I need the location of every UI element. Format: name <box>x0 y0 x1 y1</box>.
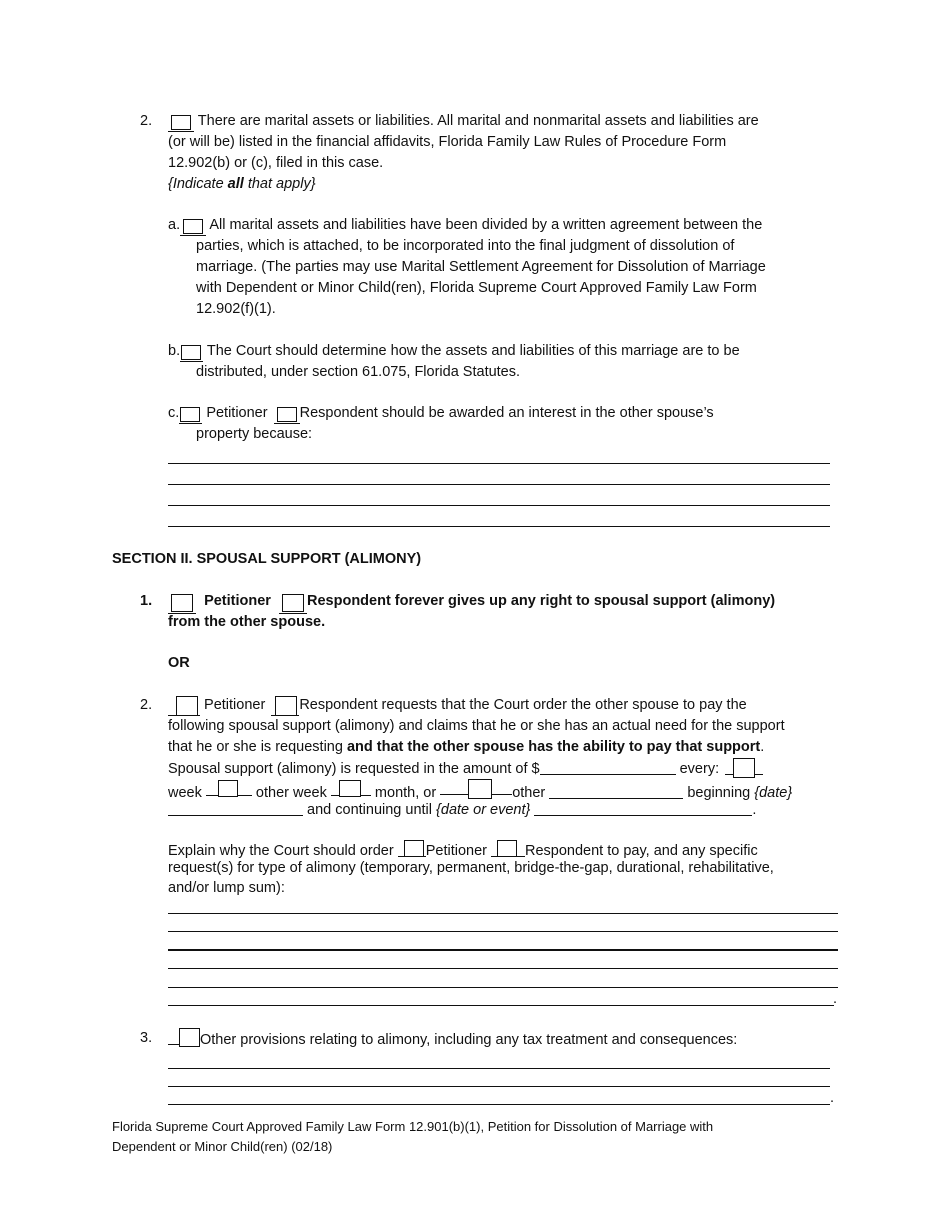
option-b-label: b. <box>168 343 181 359</box>
item3-text: Other provisions relating to alimony, including any tax treatment and consequences: <box>200 1032 738 1048</box>
option-b-line1: The Court should determine how the assets and liabilities of this marriage are to be <box>206 343 740 359</box>
week-checkbox[interactable] <box>733 758 755 778</box>
option-c-petitioner-label: Petitioner <box>206 405 268 421</box>
provisions-line-2[interactable] <box>168 1086 830 1087</box>
explain-line-1[interactable] <box>168 913 838 914</box>
reason-line-1[interactable] <box>168 463 830 464</box>
item1-number: 1. <box>140 593 153 609</box>
option-a-row <box>168 215 762 236</box>
reason-line-2[interactable] <box>168 484 830 485</box>
explain-respondent-wrap <box>491 840 525 857</box>
item1-line2: from the other spouse. <box>168 614 326 630</box>
explain-line-2[interactable] <box>168 931 838 932</box>
assets-text-line1: There are marital assets or liabilities. All marital and nonmarital assets and liabilities are <box>197 113 759 129</box>
other-label: other <box>512 785 546 801</box>
explain-label: Explain why the Court should order <box>168 843 394 859</box>
item2-row <box>168 695 747 716</box>
indicate-pre: {Indicate <box>168 176 228 192</box>
explain-line3: and/or lump sum): <box>168 880 285 896</box>
option-c-line2: property because: <box>196 426 313 442</box>
section-heading: SECTION II. SPOUSAL SUPPORT (ALIMONY) <box>112 551 422 567</box>
explain-end-period: . <box>833 991 838 1007</box>
footer-line2: Dependent or Minor Child(ren) (02/18) <box>112 1139 333 1154</box>
item2-respondent-wrap <box>271 696 299 716</box>
explain-line-3[interactable] <box>168 949 838 951</box>
reason-line-4[interactable] <box>168 526 830 527</box>
item2-line3-bold: and that the other spouse has the ability to pay that support <box>346 739 761 755</box>
other-field[interactable] <box>549 783 683 799</box>
item2-respondent-label: Respondent requests that the Court order the other spouse to pay the <box>299 697 747 713</box>
option-c-respondent-label: Respondent should be awarded an interest in the other spouse’s <box>299 405 714 421</box>
or-label: OR <box>168 655 190 671</box>
other-week-checkbox[interactable] <box>218 780 238 797</box>
option-a-line1: All marital assets and liabilities have been divided by a written agreement between the <box>209 217 763 233</box>
reason-line-3[interactable] <box>168 505 830 506</box>
continuing-period: . <box>752 802 757 818</box>
item1-petitioner-checkbox[interactable] <box>171 594 193 612</box>
option-a-line2: parties, which is attached, to be incorporated into the final judgment of dissolution of <box>196 238 735 254</box>
option-c-respondent-checkbox[interactable] <box>277 407 297 422</box>
option-b-line2: distributed, under section 61.075, Florida Statutes. <box>196 364 521 380</box>
indicate-post: that apply} <box>243 176 316 192</box>
amount-label: Spousal support (alimony) is requested in the amount of $ <box>168 761 540 777</box>
option-a-line4: with Dependent or Minor Child(ren), Florida Supreme Court Approved Family Law Form <box>196 280 757 296</box>
provisions-end-period: . <box>830 1090 835 1106</box>
assets-item-row <box>168 111 759 132</box>
explain-line-6[interactable] <box>168 1005 834 1006</box>
explain-respondent-label: Respondent to pay, and any specific <box>525 843 758 859</box>
date-event-hint: {date or event} <box>436 802 531 818</box>
option-b-checkbox-wrap <box>180 344 203 362</box>
item1-petitioner-wrap <box>168 594 196 614</box>
option-c-petitioner-wrap <box>179 406 202 424</box>
option-c-label: c. <box>168 405 180 421</box>
explain-line-4[interactable] <box>168 968 838 969</box>
continuing-label: and continuing until <box>307 802 432 818</box>
item1-respondent-wrap <box>279 594 307 614</box>
explain-line2: request(s) for type of alimony (temporary, permanent, bridge-the-gap, durational, rehabilitative, <box>168 860 774 876</box>
indicate-note <box>168 174 316 195</box>
item2-line3-post: . <box>760 739 765 755</box>
assets-text-line3: 12.902(b) or (c), filed in this case. <box>168 155 384 171</box>
item2-amount-row <box>168 758 763 780</box>
item3-number: 3. <box>140 1030 153 1046</box>
option-c-respondent-wrap <box>274 406 300 424</box>
week-label: week <box>168 785 202 801</box>
month-checkbox[interactable] <box>339 780 361 797</box>
item2-line3-pre: that he or she is requesting <box>168 739 347 755</box>
footer-line1: Florida Supreme Court Approved Family Law Form 12.901(b)(1), Petition for Dissolution of Marriage with <box>112 1119 714 1134</box>
item2-respondent-checkbox[interactable] <box>275 696 297 716</box>
assets-checkbox[interactable] <box>171 115 191 130</box>
month-wrap <box>331 780 371 796</box>
provisions-line-3[interactable] <box>168 1104 830 1105</box>
option-a-checkbox[interactable] <box>183 219 203 234</box>
option-a-line5: 12.902(f)(1). <box>196 301 276 317</box>
option-c-petitioner-checkbox[interactable] <box>180 407 200 422</box>
explain-petitioner-checkbox[interactable] <box>404 840 424 857</box>
item1-respondent-checkbox[interactable] <box>282 594 304 612</box>
item3-checkbox[interactable] <box>179 1028 200 1047</box>
provisions-line-1[interactable] <box>168 1068 830 1069</box>
beginning-label: beginning <box>687 785 751 801</box>
item2-petitioner-checkbox[interactable] <box>176 696 198 716</box>
option-a-line3: marriage. (The parties may use Marital Settlement Agreement for Dissolution of Marriage <box>196 259 766 275</box>
every-week-wrap <box>725 758 763 775</box>
item3-checkbox-wrap <box>168 1028 200 1045</box>
amount-field[interactable] <box>540 759 676 775</box>
item1-petitioner-label: Petitioner <box>204 593 271 609</box>
explain-line-5[interactable] <box>168 987 838 988</box>
date-hint: {date} <box>754 785 793 801</box>
assets-checkbox-wrap <box>168 114 194 132</box>
indicate-bold: all <box>227 176 244 192</box>
every-label: every: <box>679 761 720 777</box>
other-week-label: other week <box>255 785 327 801</box>
other-wrap <box>440 779 512 795</box>
explain-respondent-checkbox[interactable] <box>497 840 517 857</box>
option-b-row <box>168 341 740 362</box>
other-checkbox[interactable] <box>468 779 492 799</box>
continuing-row <box>168 800 756 821</box>
other-week-wrap <box>206 780 252 796</box>
explain-petitioner-label: Petitioner <box>425 843 487 859</box>
end-date-field[interactable] <box>534 800 752 816</box>
item2-line2: following spousal support (alimony) and claims that he or she has an actual need for the support <box>168 718 785 734</box>
option-c-row <box>168 403 714 424</box>
option-a-label: a. <box>168 217 181 233</box>
assets-text-line2: (or will be) listed in the financial affidavits, Florida Family Law Rules of Procedure Form <box>168 134 727 150</box>
item2-petitioner-wrap <box>168 696 200 716</box>
item2-petitioner-label: Petitioner <box>204 697 266 713</box>
explain-petitioner-wrap <box>398 840 426 857</box>
item1-respondent-label: Respondent forever gives up any right to spousal support (alimony) <box>307 593 776 609</box>
month-or-label: month, or <box>374 785 437 801</box>
item1-row <box>168 591 775 614</box>
option-b-checkbox[interactable] <box>181 345 201 360</box>
item3-row <box>168 1028 737 1051</box>
item2-line3 <box>168 737 764 758</box>
item-number: 2. <box>140 113 153 129</box>
beginning-date-field[interactable] <box>168 800 303 816</box>
option-a-checkbox-wrap <box>180 218 206 236</box>
item2-number: 2. <box>140 697 153 713</box>
